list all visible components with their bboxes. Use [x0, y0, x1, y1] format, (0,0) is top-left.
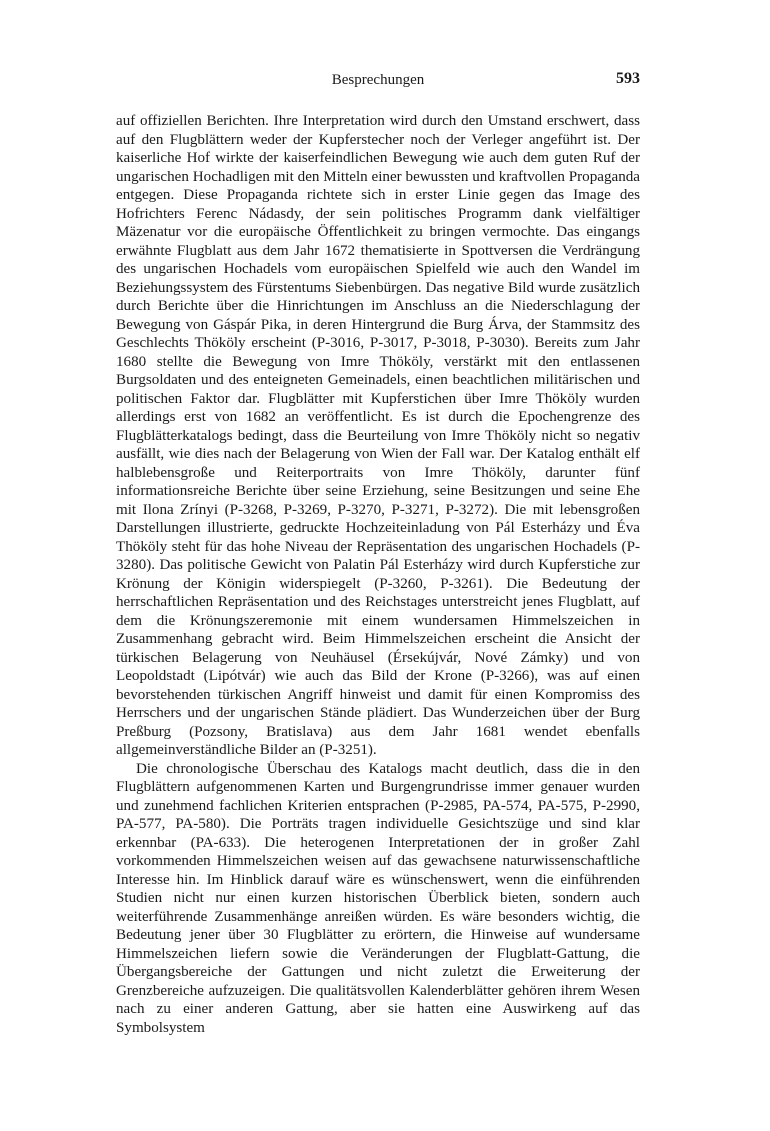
running-header — [116, 68, 640, 92]
paragraph-2: Die chronologische Überschau des Katalogs macht deutlich, dass die in den Flugblättern aufgenommenen Karten und Burgengrundrisse immer genauer wurden und zunehmend fachlichen Kriterien entsprachen (P-2985, PA-574, PA-575, P-2990, PA-577, PA-580). Die Porträts tragen individuelle Gesichtszüge und sind klar erkennbar (PA-633). Die heterogenen Interpretationen der in großer Zahl vorkommenden Himmelszeichen weisen auf das gewachsene naturwissenschaftliche Interesse hin. Im Hinblick darauf wäre es wünschenswert, wenn die einführenden Studien nicht nur einen kurzen historischen Überblick bieten, sondern auch weiterführende Zusammenhänge anreißen würden. Es wäre besonders wichtig, die Bedeutung jener über 30 Flugblätter zu erörtern, die Hinweise auf wundersame Himmelszeichen liefern sowie die Veränderungen der Flugblatt-Gattung, die Übergangsbereiche der Gattungen und nicht zuletzt die Erweiterung der Grenzbereiche aufzuzeigen. Die qualitätsvollen Kalenderblätter gehören ihrem Wesen nach zu einer anderen Gattung, aber sie hatten eine Auswirkeng auf das Symbolsystem — [116, 760, 640, 1036]
running-title: Besprechungen — [331, 72, 425, 88]
page — [116, 68, 640, 1037]
paragraph-1: auf offiziellen Berichten. Ihre Interpretation wird durch den Umstand erschwert, dass auf den Flugblättern weder der Kupferstecher noch der Verleger angeführt ist. Der kaiserliche Hof wirkte der kaiserfeindlichen Bewegung wie auch dem guten Ruf der ungarischen Hochadligen mit den Mitteln einer bewussten und kraftvollen Propaganda entgegen. Diese Propaganda richtete sich in erster Linie gegen das Image des Hofrichters Ferenc Nádasdy, der sein politisches Programm dank vielfältiger Mäzenatur vor die europäische Öffentlichkeit zu bringen vermochte. Das eingangs erwähnte Flugblatt aus dem Jahr 1672 thematisierte in Spottversen die Verdrängung des ungarischen Hochadels vom europäischen Spielfeld wie auch den Wandel im Beziehungssystem des Fürstentums Siebenbürgen. Das negative Bild wurde zusätzlich durch Berichte über die Hinrichtungen im Anschluss an die Niederschlagung der Bewegung von Gáspár Pika, in deren Hintergrund die Burg Árva, der Stammsitz des Geschlechts Thököly erscheint (P-3016, P-3017, P-3018, P-3030). Bereits zum Jahr 1680 stellte die Bewegung von Imre Thököly, verstärkt mit den entlassenen Burgsoldaten und des enteigneten Gemeinadels, einen beachtlichen militärischen und politischen Faktor dar. Flugblätter mit Kupferstichen über Imre Thököly wurden allerdings erst von 1682 an veröffentlicht. Es ist durch die Epochengrenze des Flugblätterkatalogs bedingt, dass die Beurteilung von Imre Thököly nicht so negativ ausfällt, wie dies nach der Belagerung von Wien der Fall war. Der Katalog enthält elf halblebensgroße und Reiterportraits von Imre Thököly, darunter fünf informationsreiche Berichte über seine Erziehung, seine Besitzungen und seine Ehe mit Ilona Zrínyi (P-3268, P-3269, P-3270, P-3271, P-3272). Die mit lebensgroßen Darstellungen illustrierte, gedruckte Hochzeiteinladung von Pál Esterházy und Éva Thököly steht für das hohe Niveau der Repräsentation des ungarischen Hochadels (P-3280). Das politische Gewicht von Palatin Pál Esterházy wird durch Kupferstiche zur Krönung der Königin widerspiegelt (P-3260, P-3261). Die Bedeutung der herrschaftlichen Repräsentation und des Reichstages unterstreicht jenes Flugblatt, auf dem die Krönungszeremonie mit einem wundersamen Himmelszeichen in Zusammenhang gebracht wird. Beim Himmelszeichen erscheint die Ansicht der türkischen Belagerung von Neuhäusel (Érsekújvár, Nové Zámky) und von Leopoldstadt (Lipótvár) wie auch das Bild der Krone (P-3266), was auf einen bevorstehenden türkischen Angriff hinweist und damit für einen Kompromiss des Herrschers und der ungarischen Stände plädiert. Das Wunderzeichen über der Burg Preßburg (Pozsony, Bratislava) aus dem Jahr 1681 wendet ebenfalls allgemeinverständliche Bilder an (P-3251). — [116, 113, 640, 758]
body-text — [116, 112, 640, 1037]
page-number: 593 — [616, 70, 640, 87]
